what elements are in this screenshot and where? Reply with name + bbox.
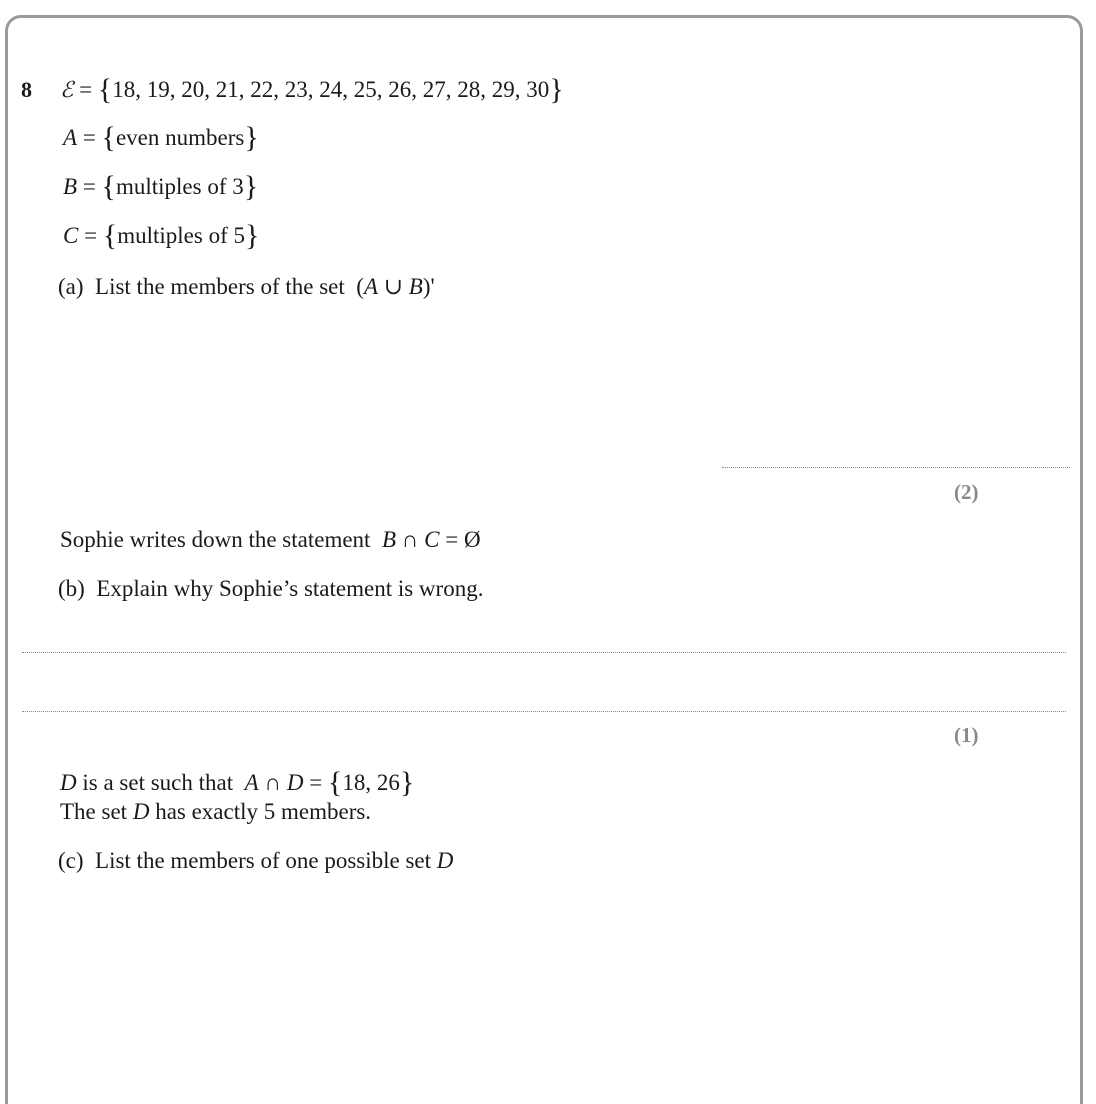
set-c-name: C bbox=[63, 223, 79, 248]
set-d-intro: is a set such that bbox=[82, 770, 234, 795]
close-brace: } bbox=[243, 170, 259, 203]
set-d-line2-d: D bbox=[132, 799, 150, 824]
expr-set-a: A bbox=[363, 274, 379, 299]
set-d-members: 18, 26 bbox=[342, 770, 400, 795]
close-brace: } bbox=[549, 73, 564, 106]
close-brace: } bbox=[245, 219, 260, 252]
part-c-text: List the members of one possible set bbox=[95, 848, 432, 873]
set-c-line bbox=[63, 221, 259, 251]
equals-sign: = bbox=[309, 770, 323, 795]
part-c-set: D bbox=[436, 848, 454, 873]
marks-part-b: (1) bbox=[954, 723, 979, 747]
part-c-prompt bbox=[58, 846, 453, 876]
sophie-empty-set: = Ø bbox=[445, 527, 481, 552]
part-a-prompt bbox=[58, 272, 435, 302]
sophie-set-b: B bbox=[381, 527, 397, 552]
set-a-name: A bbox=[63, 125, 78, 150]
set-b-name: B bbox=[63, 174, 78, 199]
universal-set-line bbox=[60, 75, 564, 106]
open-brace: { bbox=[97, 73, 113, 106]
part-b-prompt bbox=[58, 574, 483, 604]
part-a-label: (a) bbox=[58, 274, 84, 299]
expr-open: ( bbox=[356, 274, 364, 299]
part-b-label: (b) bbox=[58, 576, 85, 601]
sophie-statement bbox=[60, 525, 481, 555]
close-brace: } bbox=[399, 766, 415, 799]
question-number: 8 bbox=[21, 77, 32, 102]
set-d-line2-end: has exactly 5 members. bbox=[155, 799, 372, 824]
sophie-set-c: C bbox=[424, 527, 440, 552]
universal-set-symbol: ℰ bbox=[60, 78, 74, 103]
intersection-symbol: ∩ bbox=[401, 527, 419, 552]
set-a-line bbox=[63, 123, 259, 153]
set-d-line-2 bbox=[60, 797, 371, 827]
answer-line-b1[interactable] bbox=[22, 652, 1066, 653]
equals-sign: = bbox=[84, 223, 98, 248]
sophie-text: Sophie writes down the statement bbox=[60, 527, 371, 552]
set-d-line-1 bbox=[60, 768, 414, 798]
set-d-name: D bbox=[60, 770, 77, 795]
set-c-description: multiples of 5 bbox=[117, 223, 246, 248]
equals-sign: = bbox=[82, 174, 96, 199]
equals-sign: = bbox=[82, 125, 96, 150]
open-brace: { bbox=[327, 766, 343, 799]
union-symbol: ∪ bbox=[383, 274, 404, 299]
part-c-label: (c) bbox=[58, 848, 84, 873]
open-brace: { bbox=[101, 121, 116, 154]
open-brace: { bbox=[102, 219, 118, 252]
answer-line-a[interactable] bbox=[722, 467, 1070, 468]
part-a-text: List the members of the set bbox=[95, 274, 345, 299]
answer-line-b2[interactable] bbox=[22, 711, 1066, 712]
set-d-a: A bbox=[244, 770, 259, 795]
part-b-text: Explain why Sophie’s statement is wrong. bbox=[96, 576, 484, 601]
marks-part-a: (2) bbox=[954, 480, 979, 504]
set-b-line bbox=[63, 172, 258, 202]
intersection-symbol: ∩ bbox=[264, 770, 282, 795]
universal-set-members: 18, 19, 20, 21, 22, 23, 24, 25, 26, 27, 28, 29, 30 bbox=[112, 77, 550, 102]
open-brace: { bbox=[101, 170, 116, 203]
expr-close: )' bbox=[422, 274, 435, 299]
equals-sign: = bbox=[79, 77, 93, 102]
expr-set-b: B bbox=[408, 274, 423, 299]
set-b-description: multiples of 3 bbox=[115, 174, 244, 199]
set-a-description: even numbers bbox=[115, 125, 245, 150]
set-d-line2-start: The set bbox=[60, 799, 128, 824]
close-brace: } bbox=[244, 121, 259, 154]
set-d-d: D bbox=[286, 770, 304, 795]
